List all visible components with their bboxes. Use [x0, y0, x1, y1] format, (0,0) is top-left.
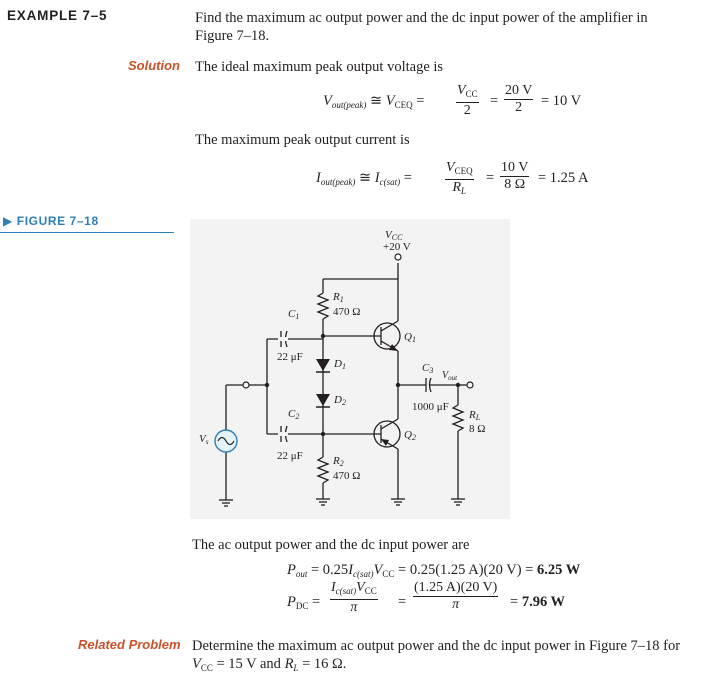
eq2-equals: =: [486, 170, 495, 186]
rl-value: 8 Ω: [469, 423, 486, 435]
vs-label: Vs: [199, 433, 209, 446]
d2-label: D2: [334, 394, 346, 407]
eq4-fraction-numeric: (1.25 A)(20 V) π: [414, 580, 498, 612]
c1-label: C1: [288, 308, 300, 321]
related-line-2: $V_{CC} = 15$ V and $R_L = 16$ Ω.: [192, 656, 347, 673]
related-problem-label: Related Problem: [78, 637, 181, 652]
vcc-label: VCC: [385, 229, 403, 242]
eq2-lhs: $I_{out(peak)}$ ≅ $I_{c(sat)}$ =: [316, 170, 412, 187]
d1-label: D1: [334, 358, 346, 371]
eq1-fraction-20v: 20 V 2: [505, 83, 533, 115]
eq2-fraction-vceq: $V_{CEQ}$ $R_L$: [446, 160, 473, 196]
c3-value: 1000 μF: [412, 401, 449, 413]
vout-label: $V_{out}$: [442, 370, 458, 382]
solution-intro-voltage: The ideal maximum peak output voltage is: [195, 59, 444, 75]
r2-label: R2: [333, 455, 344, 468]
c1-value: 22 μF: [277, 351, 303, 363]
r2-value: 470 Ω: [333, 470, 361, 482]
solution-label: Solution: [128, 58, 180, 73]
vcc-value: +20 V: [383, 241, 411, 253]
c2-value: 22 μF: [277, 450, 303, 462]
related-line-1: Determine the maximum ac output power and the dc input power in Figure 7–18 for: [192, 638, 681, 654]
rl-label: RL: [469, 409, 481, 422]
eq1-result: = 10 V: [541, 93, 582, 109]
r1-value: 470 Ω: [333, 306, 361, 318]
r1-label: R1: [333, 291, 344, 304]
circuit-diagram: [190, 219, 510, 519]
eq1-lhs: $V_{out(peak)}$ ≅ $V_{CEQ}$ =: [323, 93, 425, 110]
eq2-fraction-10v: 10 V 8 Ω: [501, 160, 529, 192]
q2-label: Q2: [404, 429, 416, 442]
figure-label-rule: [0, 232, 174, 233]
eq4-fraction-symbolic: $I_{c(sat)}V_{CC}$ π: [331, 580, 377, 615]
eq3-line: $P_{out} = 0.25I_{c(sat)}V_{CC} = 0.25(1.25$ A)(20 V) = 6.25 W: [287, 562, 581, 579]
eq3-result: 6.25 W: [536, 562, 581, 578]
eq2-result: = 1.25 A: [538, 170, 589, 186]
eq1-fraction-vcc: $V_{CC}$ 2: [457, 83, 478, 118]
figure-label: ▶ FIGURE 7–18: [3, 214, 99, 228]
example-label: EXAMPLE 7–5: [7, 8, 108, 23]
solution-intro-power: The ac output power and the dc input power are: [192, 537, 470, 553]
c2-label: C2: [288, 408, 300, 421]
solution-intro-current: The maximum peak output current is: [195, 132, 410, 148]
eq1-equals: =: [490, 93, 499, 109]
problem-line-2: Figure 7–18.: [195, 28, 270, 44]
problem-line-1: Find the maximum ac output power and the dc input power of the amplifier in: [195, 10, 648, 26]
q1-label: Q1: [404, 331, 416, 344]
eq4-lhs: $P_{DC}$ =: [287, 594, 321, 611]
eq4-result: = 7.96 W: [510, 594, 566, 610]
eq4-equals: =: [398, 594, 407, 610]
c3-label: C3: [422, 362, 434, 375]
